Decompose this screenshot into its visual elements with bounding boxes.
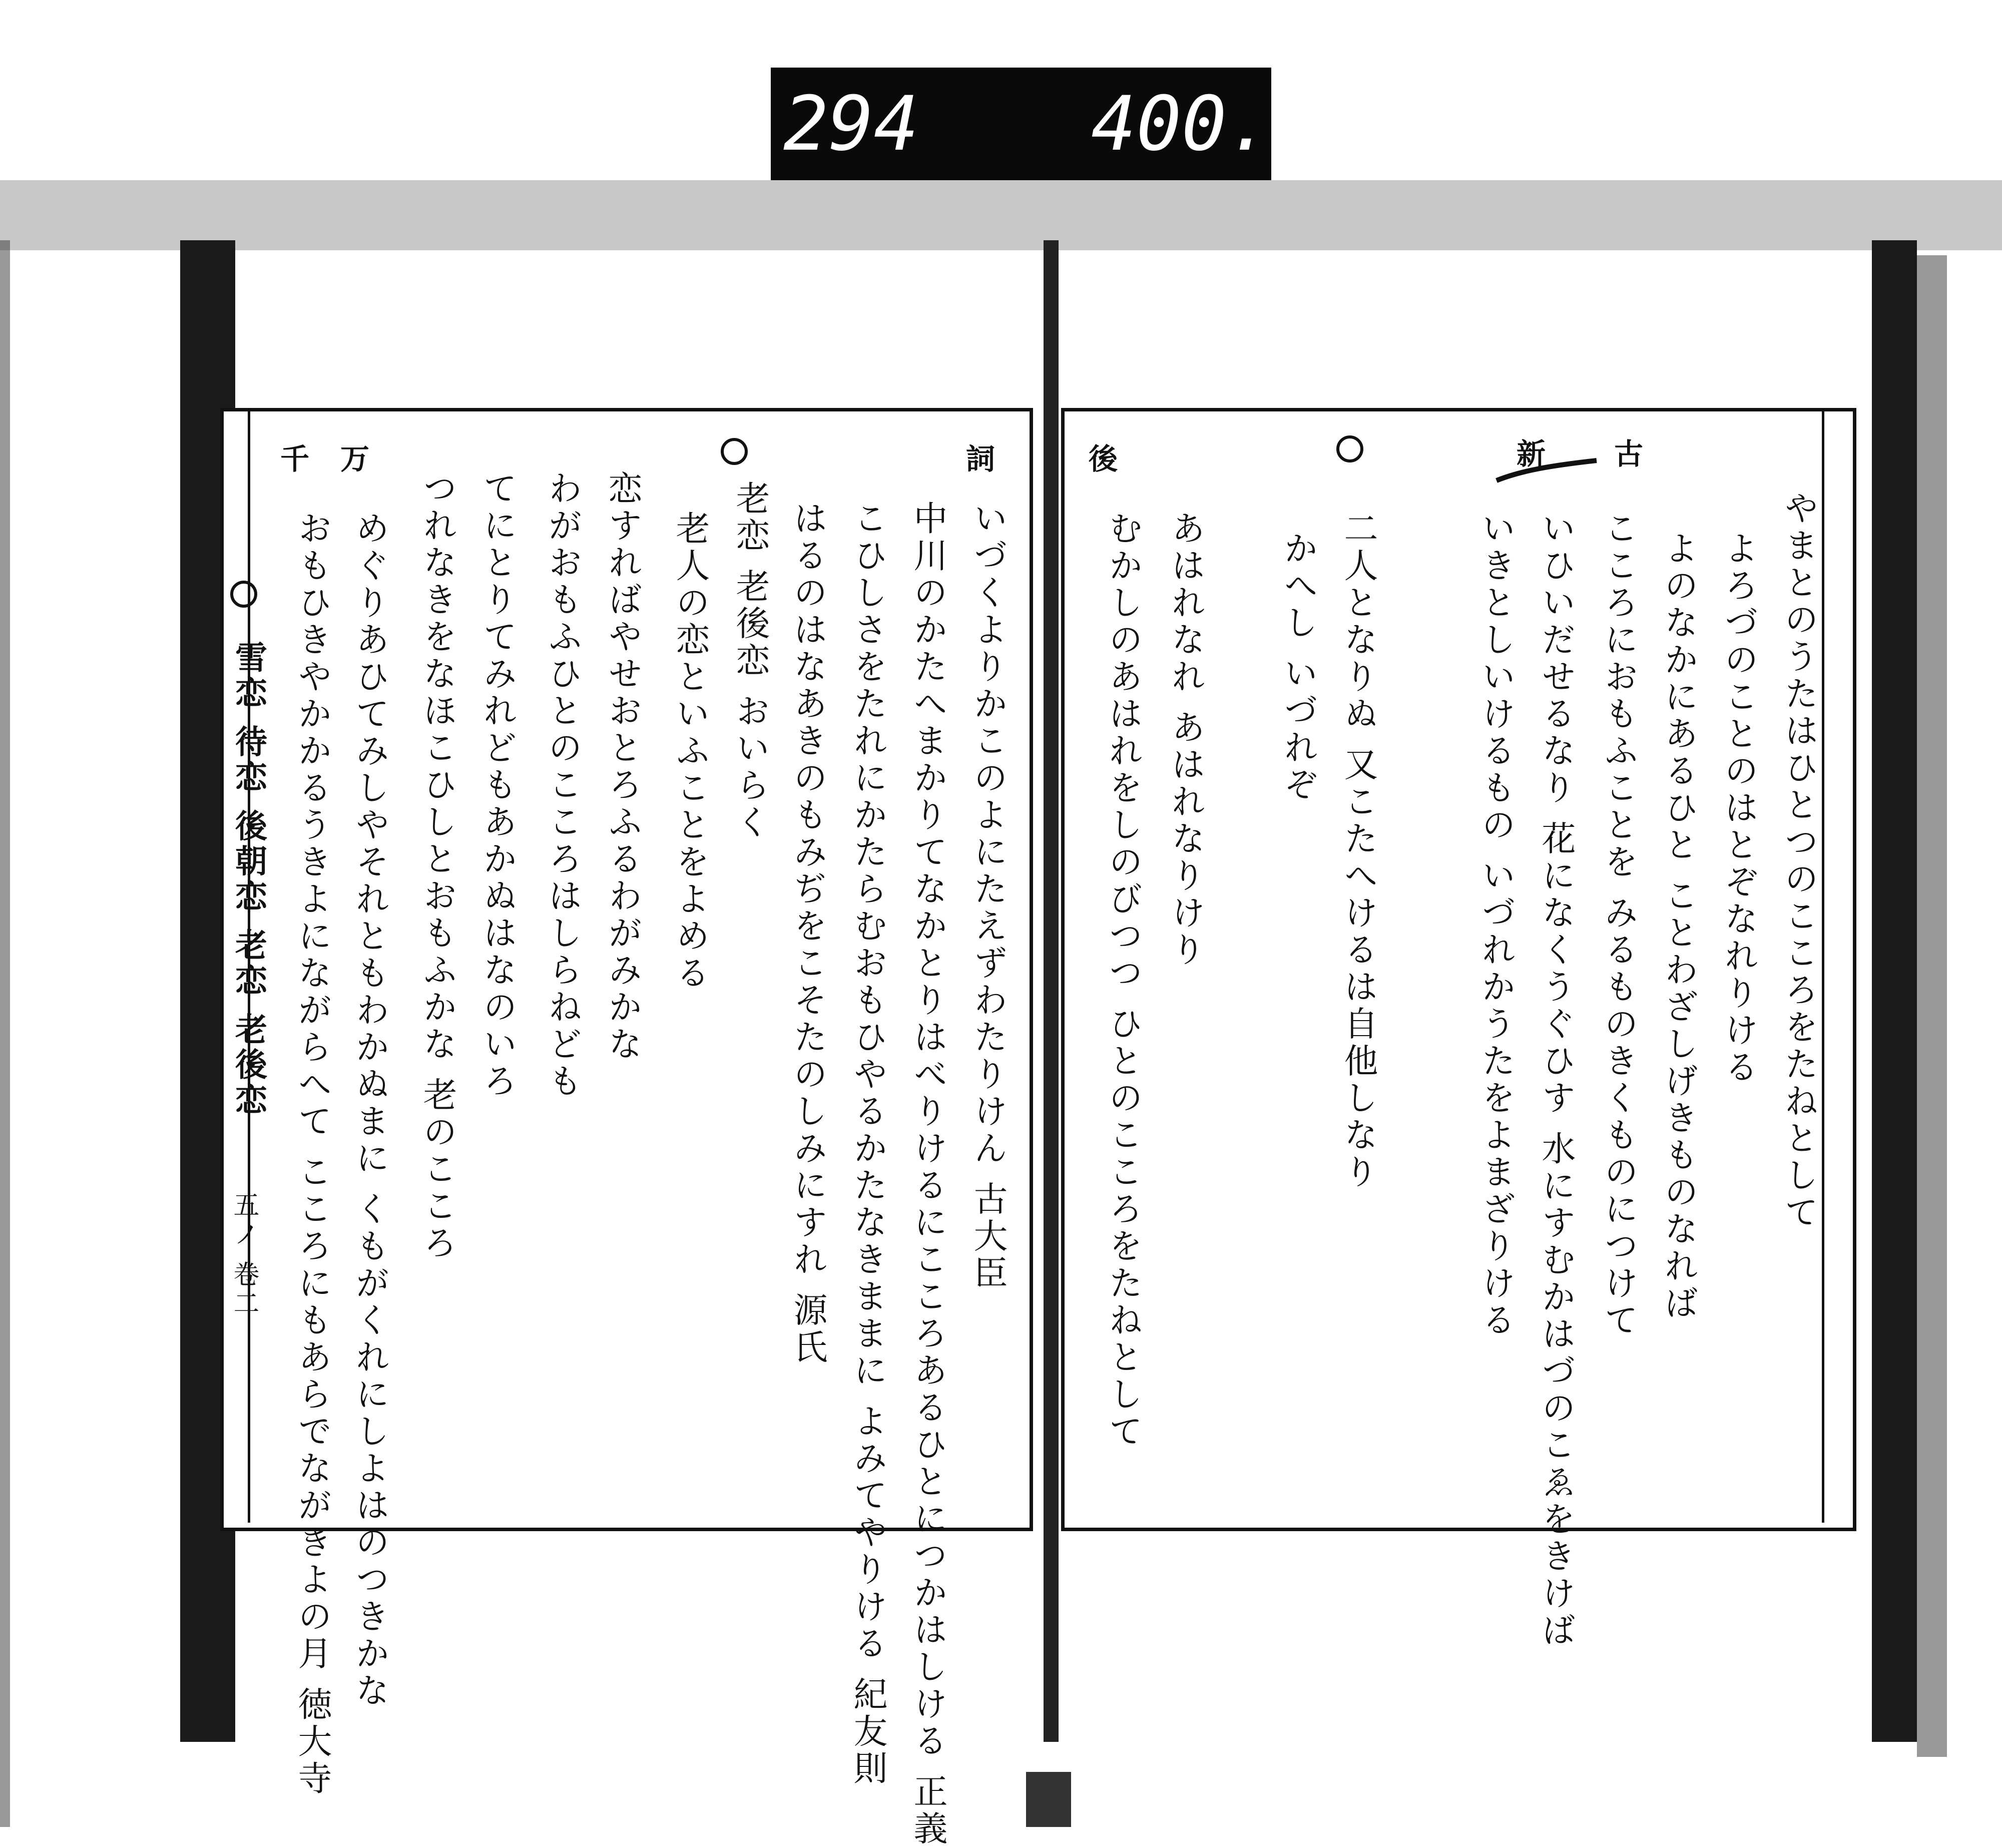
right-column-9: あはれなれ あはれなりけり bbox=[1166, 511, 1205, 969]
ink-flourish bbox=[1491, 450, 1602, 491]
right-column-8: かへし いづれぞ bbox=[1278, 531, 1318, 804]
left-column-3: こひしさをたれにかたらむおもひやるかたなきままに よみてやりける 紀友則 bbox=[848, 501, 887, 1788]
left-page-header: 詞 bbox=[966, 442, 995, 476]
right-column-4: こころにおもふことを みるものきくものにつけて bbox=[1599, 511, 1638, 1339]
left-column-10: つれなきをなほこひしとおもふかな 老のこころ bbox=[417, 471, 457, 1262]
side-title: 雪恋 待恋 後朝恋 老恋 老後恋 bbox=[230, 641, 267, 1118]
right-column-1: やまとのうたはひとつのこころをたねとして bbox=[1779, 491, 1818, 1231]
left-column-7: 恋すればやせおとろふるわがみかな bbox=[603, 471, 642, 1063]
left-column-6: 老人の恋といふことをよめる bbox=[670, 511, 710, 992]
circle-mark-left-2 bbox=[230, 581, 257, 608]
left-column-2: 中川のかたへまかりてなかとりはべりけるにこころあるひとにつかはしける 正義 bbox=[908, 501, 947, 1848]
right-page-header-top: 古 bbox=[1614, 437, 1644, 471]
left-page-mark-2: 万 bbox=[340, 442, 370, 476]
frame-counter bbox=[771, 68, 1271, 180]
side-folio: 五ノ 卷二 bbox=[229, 1191, 259, 1319]
counter-right: 400. bbox=[1091, 80, 1272, 168]
counter-left: 294 bbox=[783, 80, 919, 168]
left-column-11: めぐりあひてみしやそれともわかぬまに くもがくれにしよはのつきかな bbox=[350, 511, 389, 1710]
right-column-10: むかしのあはれをしのびつつ ひとのこころをたねとして bbox=[1103, 511, 1143, 1451]
left-column-5: 老恋 老後恋 おいらく bbox=[730, 481, 770, 842]
right-column-2: よろづのことのはとぞなれりける bbox=[1719, 531, 1758, 1086]
right-page-header-second: 新 bbox=[1517, 437, 1546, 471]
left-column-9: てにとりてみれどもあかぬはなのいろ bbox=[477, 471, 517, 1100]
left-column-8: わがおもふひとのこころはしらねども bbox=[543, 471, 582, 1100]
left-page-mark-1: 千 bbox=[280, 442, 310, 476]
circle-mark-right bbox=[1336, 435, 1363, 463]
left-column-4: はるのはなあきのもみぢをこそたのしみにすれ 源氏 bbox=[788, 501, 827, 1366]
left-column-12: おもひきやかかるうきよにながらへて こころにもあらでながきよの月 徳大寺 bbox=[292, 511, 332, 1798]
left-column-1: いづくよりかこのよにたえずわたりけん 古大臣 bbox=[968, 501, 1008, 1292]
right-column-3: よのなかにあるひと ことわざしげきものなれば bbox=[1659, 531, 1698, 1322]
right-page-header-bottom: 後 bbox=[1089, 442, 1118, 476]
right-column-7: 二人となりぬ 又こたへけるは自他しなり bbox=[1338, 511, 1378, 1191]
right-column-5: いひいだせるなり 花になくうぐひす 水にすむかはづのこゑをきけば bbox=[1536, 511, 1576, 1650]
circle-mark-left-1 bbox=[721, 438, 748, 465]
right-column-6: いきとしいけるもの いづれかうたをよまざりける bbox=[1476, 511, 1516, 1339]
